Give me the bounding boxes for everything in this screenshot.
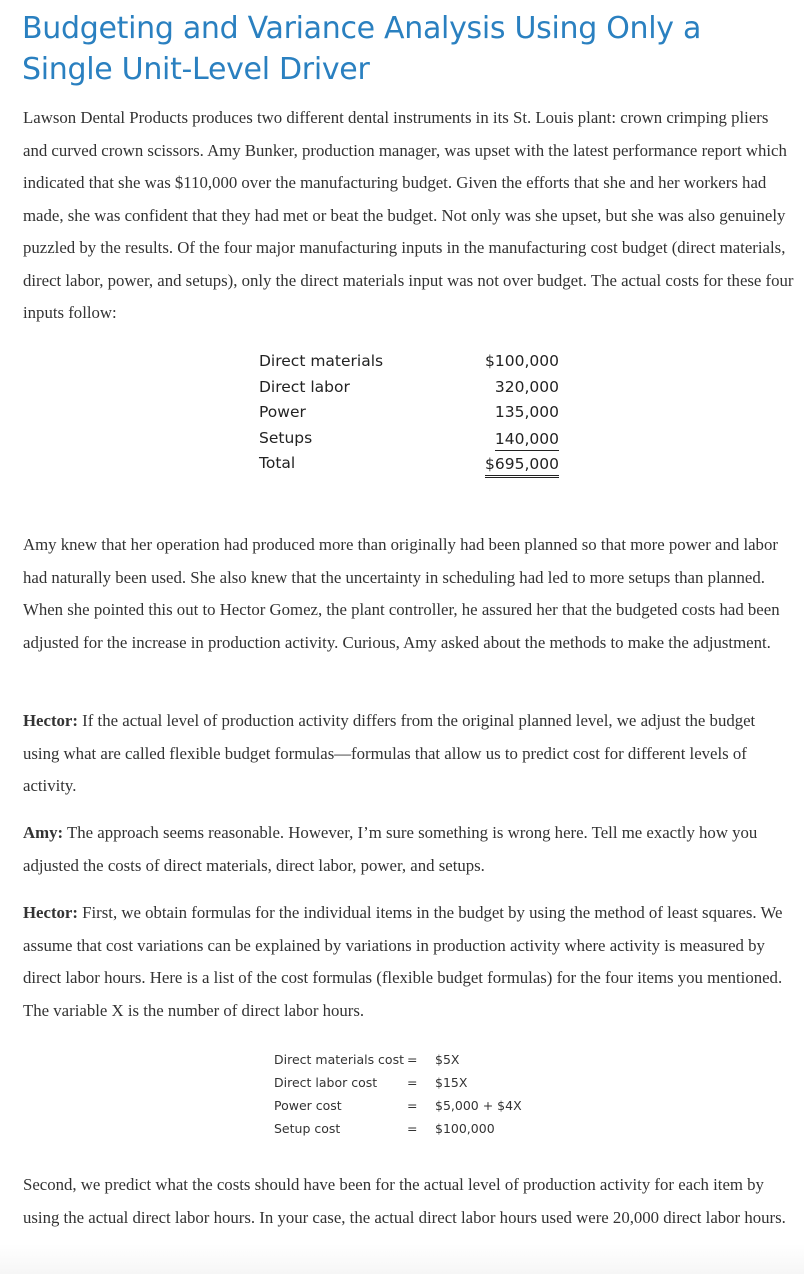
speaker-label: Hector: (23, 903, 78, 922)
formula-label: Power cost (274, 1098, 342, 1113)
speaker-label: Amy: (23, 823, 64, 842)
equals-sign: = (407, 1052, 418, 1067)
page-title: Budgeting and Variance Analysis Using Only a Single Unit-Level Driver (22, 11, 702, 87)
dialogue-text: First, we obtain formulas for the individual items in the budget by using the method of least squares. We assume that cost variations can be explained by variations in production activity where activity is measured by direct labor hours. Here is a list of the cost formulas (flexible budget formulas) for the four items you mentioned. The variable X is the number of direct labor hours. (23, 903, 783, 1020)
dialogue-text: The approach seems reasonable. However, I’m sure something is wrong here. Tell me exactly how you adjusted the costs of direct materials, direct labor, power, and setups. (23, 823, 758, 875)
formula-label: Direct labor cost (274, 1075, 378, 1090)
cost-label: Setups (259, 428, 313, 447)
equals-sign: = (407, 1098, 418, 1113)
formula-row-direct-materials (274, 1048, 534, 1071)
cost-row-total (259, 451, 559, 477)
cost-value: 140,000 (495, 428, 559, 451)
dialogue-hector-2 (23, 897, 795, 1027)
formula-value: $5X (435, 1052, 460, 1067)
cost-value: 135,000 (494, 403, 559, 421)
equals-sign: = (407, 1075, 418, 1090)
speaker-label: Hector: (23, 711, 78, 730)
flexible-budget-formulas (274, 1048, 534, 1140)
paragraph-2: Amy knew that her operation had produced more than originally had been planned so that more power and labor had naturally been used. She also knew that the uncertainty in scheduling had led to more setups than planned. When she pointed this out to Hector Gomez, the plant controller, he assured her that the budgeted costs had been adjusted for the increase in production activity. Curious, Amy asked about the methods to make the adjustment. (23, 535, 780, 652)
formula-label: Setup cost (274, 1121, 341, 1136)
cost-row-direct-materials (259, 349, 559, 375)
cost-row-setups (259, 426, 559, 452)
cost-label: Direct labor (259, 377, 350, 396)
cost-label: Total (259, 454, 296, 472)
bottom-fade (0, 1244, 804, 1274)
final-paragraph: Second, we predict what the costs should have been for the actual level of production activity for each item by using the actual direct labor hours. In your case, the actual direct labor hours used were 20,000 direct labor hours. (23, 1175, 786, 1227)
cost-value: $100,000 (485, 352, 559, 370)
actual-costs-table (259, 349, 559, 477)
formula-row-power (274, 1094, 534, 1117)
dialogue-hector-1 (23, 705, 795, 803)
formula-value: $5,000 + $4X (435, 1098, 522, 1113)
formula-row-setup (274, 1117, 534, 1140)
intro-paragraph: Lawson Dental Products produces two different dental instruments in its St. Louis plant: crown crimping pliers and curved crown scissors. Amy Bunker, production manager, was upset with the latest performance report which indicated that she was $110,000 over the manufacturing budget. Given the efforts that she and her workers had made, she was confident that they had met or beat the budget. Not only was she upset, but she was also genuinely puzzled by the results. Of the four major manufacturing inputs in the manufacturing cost budget (direct materials, direct labor, power, and setups), only the direct materials input was not over budget. The actual costs for these four inputs follow: (23, 108, 794, 322)
dialogue-text: If the actual level of production activity differs from the original planned level, we adjust the budget using what are called flexible budget formulas—formulas that allow us to predict cost for different levels of activity. (23, 711, 756, 795)
formula-value: $100,000 (435, 1121, 495, 1136)
formula-row-direct-labor (274, 1071, 534, 1094)
cost-row-power (259, 400, 559, 426)
formula-label: Direct materials cost (274, 1052, 404, 1067)
cost-label: Power (259, 403, 306, 421)
cost-total-value: $695,000 (485, 453, 559, 478)
dialogue-amy (23, 817, 795, 882)
cost-label: Direct materials (259, 352, 384, 370)
cost-value: 320,000 (494, 377, 559, 396)
equals-sign: = (407, 1121, 418, 1136)
formula-value: $15X (435, 1075, 468, 1090)
cost-row-direct-labor (259, 375, 559, 401)
